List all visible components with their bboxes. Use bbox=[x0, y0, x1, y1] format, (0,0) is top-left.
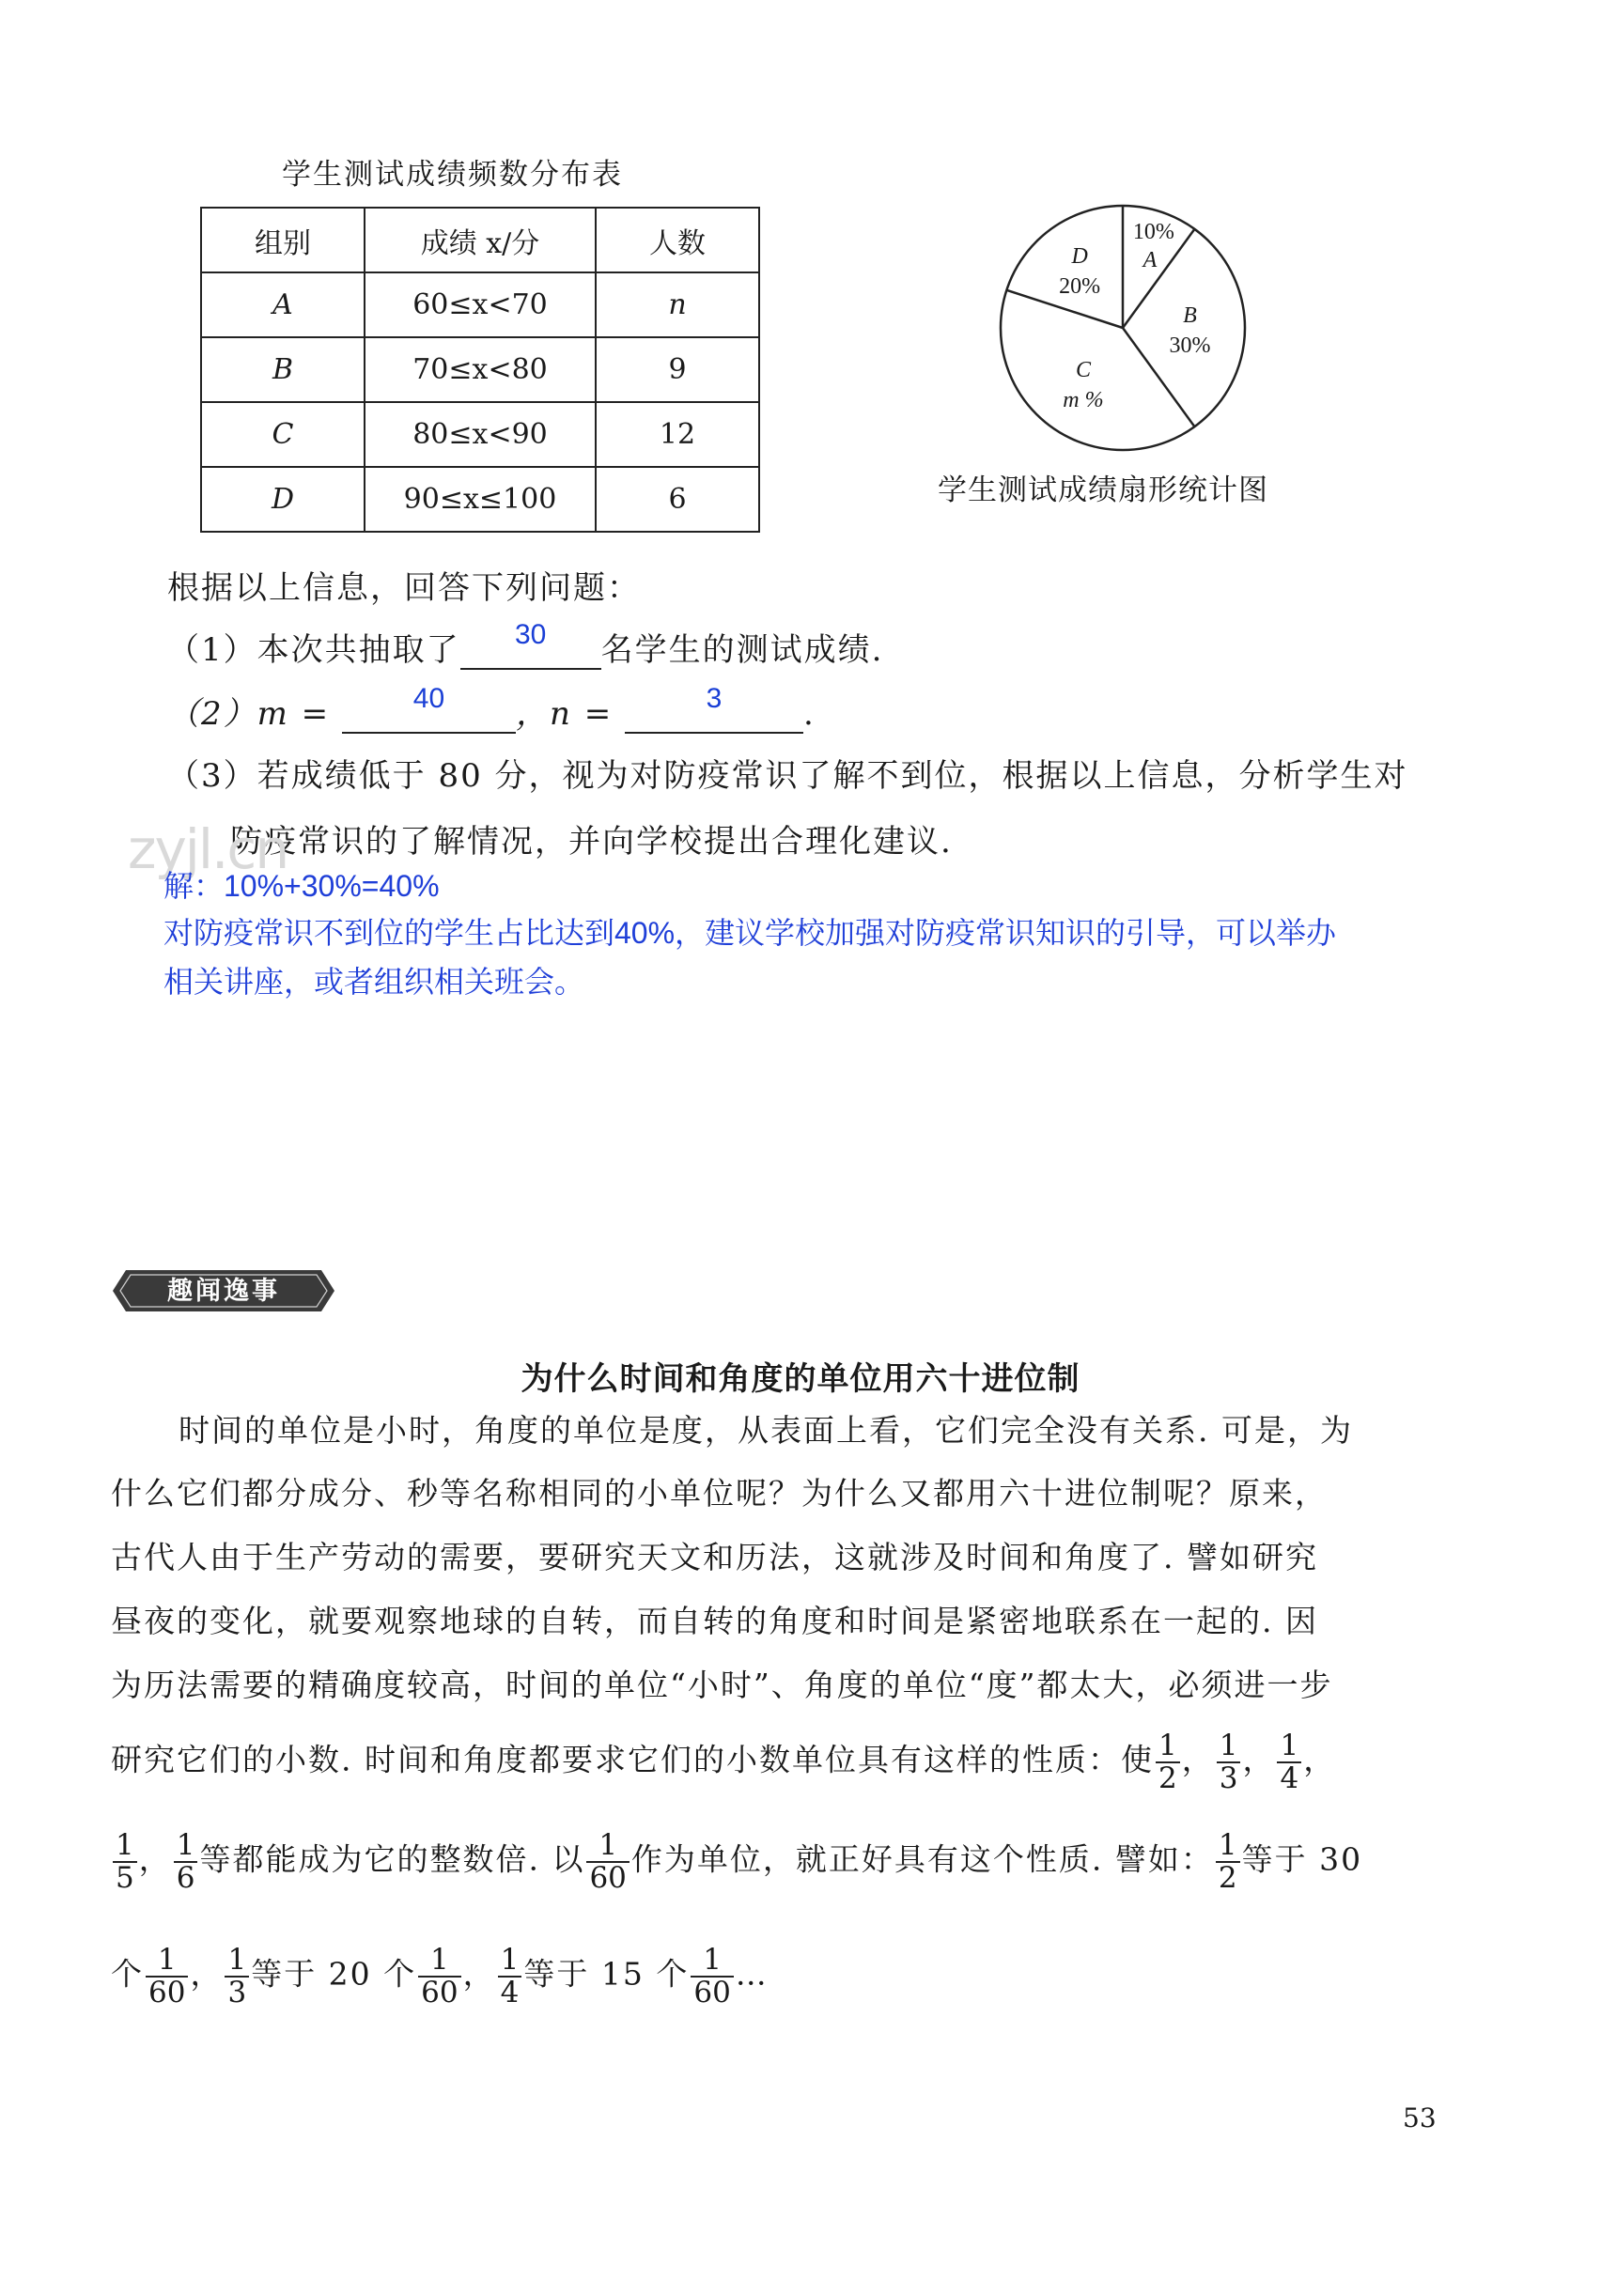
q1-blank bbox=[460, 619, 601, 670]
q1-text-before: （1）本次共抽取了 bbox=[167, 631, 460, 669]
watermark: zyjl.cn bbox=[128, 817, 288, 881]
article-line-7: $\frac{1}{5}$ ， $\frac{1}{6}$ 等都能成为它的整数倍. 以 $\frac{1}{60}$ 作为单位，就正好具有这个性质. 譬如： $\frac{1}{2}$ 等于 30 bbox=[111, 1830, 1464, 1893]
cell-count: 6 bbox=[596, 467, 759, 532]
pie-slice-value: 10% bbox=[1132, 219, 1174, 244]
fraction-1-2: $\frac{1}{2}$ bbox=[1156, 1730, 1180, 1793]
solution-line2: 对防疫常识不到位的学生占比达到40%，建议学校加强对防疫常识知识的引导，可以举办 bbox=[163, 916, 1337, 950]
cell-range: 60≤x<70 bbox=[365, 272, 596, 337]
cell-count: 12 bbox=[596, 402, 759, 467]
cell-group: B bbox=[201, 337, 365, 402]
fraction-1-60: $\frac{1}{60}$ bbox=[418, 1945, 460, 2008]
question-3-line1: （3）若成绩低于 80 分，视为对防疫常识了解不到位，根据以上信息，分析学生对 bbox=[167, 757, 1408, 795]
table-row bbox=[201, 402, 759, 467]
question-3-line2: 防疫常识的了解情况，并向学校提出合理化建议. bbox=[230, 823, 953, 861]
fraction-1-5: $\frac{1}{5}$ bbox=[113, 1830, 137, 1893]
table-row bbox=[201, 272, 759, 337]
questions-intro: 根据以上信息，回答下列问题： bbox=[167, 569, 641, 607]
question-1 bbox=[167, 619, 884, 670]
banner-shape bbox=[113, 1268, 334, 1313]
fraction-1-60: $\frac{1}{60}$ bbox=[146, 1945, 188, 2008]
cell-group: A bbox=[201, 272, 365, 337]
pie-slice-label: D bbox=[1071, 243, 1088, 269]
q2-blank-m bbox=[342, 683, 516, 734]
fraction-1-6: $\frac{1}{6}$ bbox=[174, 1830, 198, 1893]
cell-range: 90≤x≤100 bbox=[365, 467, 596, 532]
article-line: 什么它们都分成分、秒等名称相同的小单位呢？为什么又都用六十进位制呢？原来， bbox=[111, 1475, 1328, 1512]
pie-slice-label: B bbox=[1183, 303, 1197, 328]
solution-line3: 相关讲座，或者组织相关班会。 bbox=[163, 965, 585, 999]
q1-text-after: 名学生的测试成绩. bbox=[600, 631, 884, 669]
q2-blank-n bbox=[625, 683, 803, 734]
fraction-1-4: $\frac{1}{4}$ bbox=[498, 1945, 522, 2008]
cell-count: n bbox=[596, 272, 759, 337]
article-line: 时间的单位是小时，角度的单位是度，从表面上看，它们完全没有关系. 可是，为 bbox=[179, 1412, 1353, 1449]
banner-label: 趣闻逸事 bbox=[167, 1277, 280, 1306]
article-line: 古代人由于生产劳动的需要，要研究天文和历法，这就涉及时间和角度了. 譬如研究 bbox=[111, 1539, 1318, 1575]
fraction-1-3: $\frac{1}{3}$ bbox=[1217, 1730, 1241, 1793]
solution-line1: 解：10%+30%=40% bbox=[163, 869, 440, 903]
page-number: 53 bbox=[1403, 2102, 1437, 2133]
article-line-6: 研究它们的小数. 时间和角度都要求它们的小数单位具有这样的性质：使 $\frac{1}{2}$ ， $\frac{1}{3}$ ， $\frac{1}{4}$ ， bbox=[111, 1729, 1337, 1795]
cell-group: C bbox=[201, 402, 365, 467]
q2-answer-n: 3 bbox=[706, 683, 723, 714]
line8-c: 等于 15 个 bbox=[523, 1955, 690, 1993]
question-2 bbox=[167, 683, 816, 734]
article-line-8: 个 $\frac{1}{60}$ ， $\frac{1}{3}$ 等于 20 个 $\frac{1}{60}$ ， $\frac{1}{4}$ 等于 15 个 $\frac{1}{60}$ … bbox=[111, 1943, 769, 2009]
article-title: 为什么时间和角度的单位用六十进位制 bbox=[521, 1360, 1080, 1398]
q2-end: . bbox=[803, 695, 816, 733]
section-banner bbox=[113, 1268, 334, 1317]
line8-b: 等于 20 个 bbox=[251, 1955, 417, 1993]
line7-c: 等于 30 bbox=[1241, 1840, 1363, 1878]
q2-mid: ，n = bbox=[515, 695, 614, 733]
header-score: 成绩 x/分 bbox=[365, 208, 596, 272]
header-count: 人数 bbox=[596, 208, 759, 272]
cell-range: 80≤x<90 bbox=[365, 402, 596, 467]
pie-slice-label: C bbox=[1075, 357, 1091, 382]
frequency-table bbox=[200, 207, 760, 533]
cell-range: 70≤x<80 bbox=[365, 337, 596, 402]
fraction-1-2: $\frac{1}{2}$ bbox=[1216, 1830, 1240, 1893]
line8-end: … bbox=[735, 1955, 769, 1993]
line7-a: 等都能成为它的整数倍. 以 bbox=[199, 1840, 585, 1878]
header-group: 组别 bbox=[201, 208, 365, 272]
q2-prefix: （2）m = bbox=[167, 695, 331, 733]
q1-answer: 30 bbox=[514, 619, 547, 650]
table-header-row bbox=[201, 208, 759, 272]
fraction-1-60: $\frac{1}{60}$ bbox=[586, 1830, 629, 1893]
fraction-1-3: $\frac{1}{3}$ bbox=[225, 1945, 249, 2008]
table-title: 学生测试成绩频数分布表 bbox=[282, 158, 623, 192]
pie-caption: 学生测试成绩扇形统计图 bbox=[938, 473, 1268, 507]
pie-slice-value: 20% bbox=[1059, 273, 1101, 299]
cell-count: 9 bbox=[596, 337, 759, 402]
article-line: 为历法需要的精确度较高，时间的单位“小时”、角度的单位“度”都太大，必须进一步 bbox=[111, 1667, 1333, 1703]
table-row bbox=[201, 337, 759, 402]
fraction-1-60: $\frac{1}{60}$ bbox=[691, 1945, 733, 2008]
pie-slice-value: 30% bbox=[1169, 334, 1211, 358]
line7-b: 作为单位，就正好具有这个性质. 譬如： bbox=[630, 1840, 1214, 1878]
article-line: 昼夜的变化，就要观察地球的自转，而自转的角度和时间是紧密地联系在一起的. 因 bbox=[111, 1603, 1318, 1639]
line6-text: 研究它们的小数. 时间和角度都要求它们的小数单位具有这样的性质：使 bbox=[111, 1741, 1154, 1778]
pie-slice-label: A bbox=[1142, 247, 1158, 272]
table-row bbox=[201, 467, 759, 532]
pie-slice-value: m % bbox=[1063, 387, 1104, 412]
pie-chart bbox=[987, 201, 1259, 455]
line8-a: 个 bbox=[111, 1955, 144, 1993]
cell-group: D bbox=[201, 467, 365, 532]
q2-answer-m: 40 bbox=[412, 683, 445, 714]
fraction-1-4: $\frac{1}{4}$ bbox=[1277, 1730, 1301, 1793]
